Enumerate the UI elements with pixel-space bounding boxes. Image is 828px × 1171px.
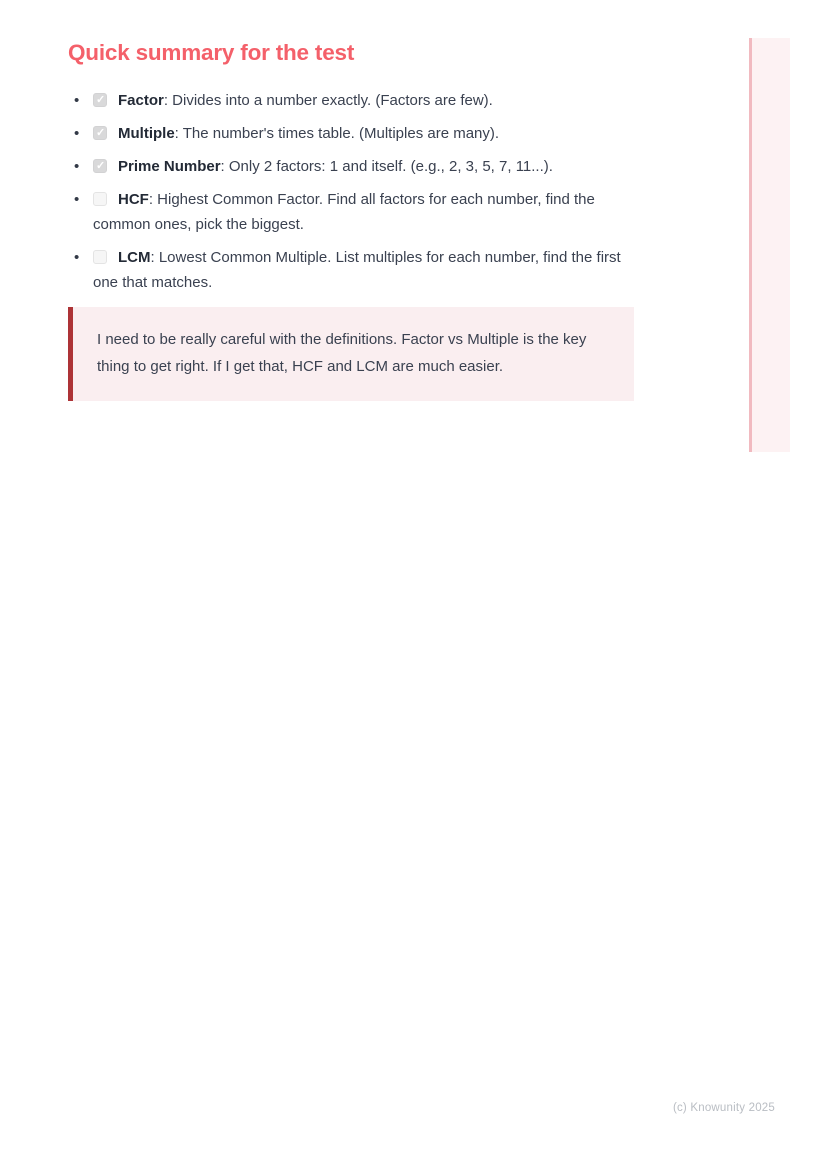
bullet-icon: • <box>74 92 80 109</box>
list-item-text <box>93 154 634 179</box>
bullet-icon: • <box>74 249 80 266</box>
checkbox-icon[interactable] <box>93 250 107 264</box>
list-item <box>68 121 634 146</box>
term-label: Multiple <box>118 125 175 142</box>
list-item <box>68 88 634 113</box>
term-definition: : Divides into a number exactly. (Factors are few). <box>163 92 493 109</box>
checkbox-icon[interactable] <box>93 126 107 140</box>
footer-credit: (c) Knowunity 2025 <box>672 1102 775 1114</box>
list-item-text <box>93 121 634 146</box>
bullet-icon: • <box>74 125 80 142</box>
list-item <box>68 245 634 295</box>
term-label: HCF <box>118 191 149 208</box>
term-definition: : Only 2 factors: 1 and itself. (e.g., 2, 3, 5, 7, 11...). <box>220 158 553 175</box>
list-item-text <box>93 187 634 237</box>
checkbox-icon[interactable] <box>93 192 107 206</box>
checkbox-icon[interactable] <box>93 93 107 107</box>
list-item <box>68 187 634 237</box>
term-label: Prime Number <box>118 158 221 175</box>
checkbox-icon[interactable] <box>93 159 107 173</box>
bullet-icon: • <box>74 158 80 175</box>
page-title: Quick summary for the test <box>68 40 355 65</box>
page-edge-strip <box>749 38 790 452</box>
note-content <box>68 40 634 401</box>
term-label: Factor <box>118 92 164 109</box>
term-definition: : Lowest Common Multiple. List multiples for each number, find the first one that matches. <box>93 249 621 291</box>
summary-checklist <box>68 88 634 295</box>
term-label: LCM <box>118 249 151 266</box>
list-item <box>68 154 634 179</box>
term-definition: : Highest Common Factor. Find all factors for each number, find the common ones, pick the biggest. <box>93 191 595 233</box>
callout-text: I need to be really careful with the definitions. Factor vs Multiple is the key thing to get right. If I get that, HCF and LCM are much easier. <box>97 331 587 375</box>
term-definition: : The number's times table. (Multiples are many). <box>174 125 500 142</box>
list-item-text <box>93 245 634 295</box>
list-item-text <box>93 88 634 113</box>
bullet-icon: • <box>74 191 80 208</box>
note-callout <box>68 307 634 401</box>
